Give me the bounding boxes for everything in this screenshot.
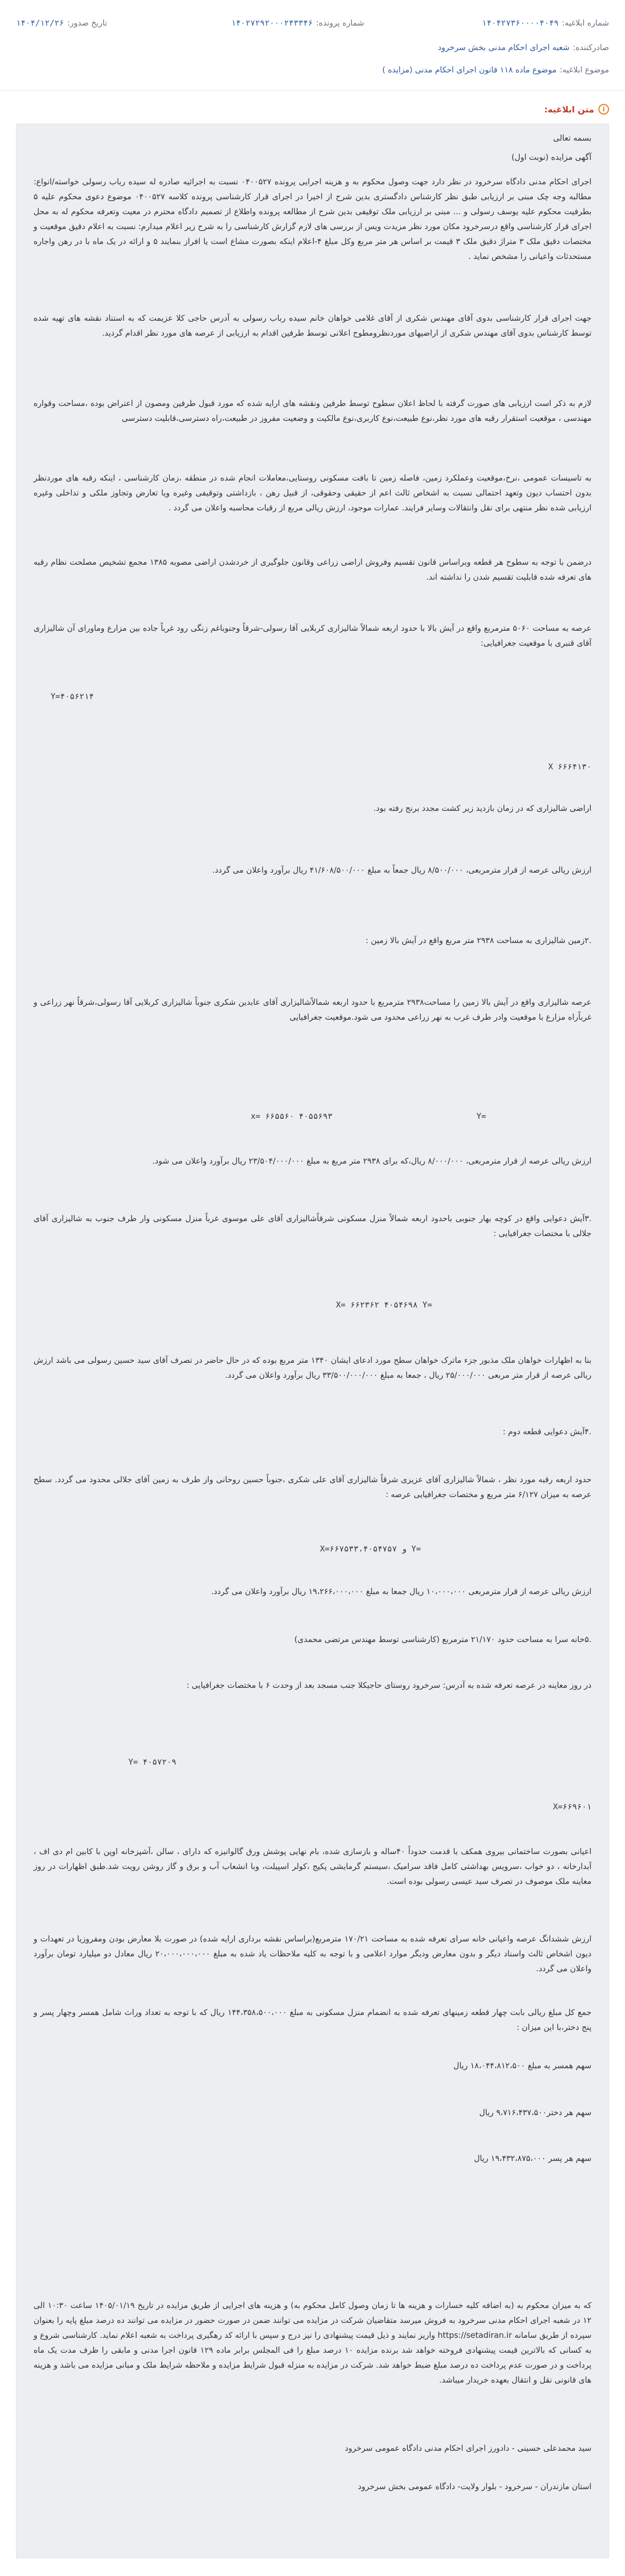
body-paragraph-9: اراضی شالیزاری که در زمان بازدید زیر کشت مجدد برنج رفته بود. [373,803,591,813]
issuer-row [438,43,609,52]
body-paragraph-8: عرصه به مساحت ۵۰۶۰ مترمربع واقع در آیش بالا با حدود اربعه شمالاً شالیزاری کربلایی آقا رسولی-شرقاً وجنوباغم زنگی رود غرباً جاده بین مزارع وماورای آن شالیزاری آقای قنبری با موقعیت جغرافیایی: [34,623,592,648]
notice-text-heading [544,101,609,117]
body-paragraph-11: .۲زمین شالیزاری به مساحت ۲۹۳۸ متر مربع واقع در آیش بالا زمین : [365,936,591,945]
body-line-2: آگهی مزایده (نوبت اول) [511,152,591,162]
share-daughter: سهم هر دختر۹،۷۱۶،۴۳۷،۵۰۰ ریال [479,2108,591,2117]
issue-date [16,18,107,28]
coord-1-x: X ۶۶۶۴۱۳۰ [548,762,591,771]
coord-4: X=۶۶۷۵۳۳،۴۰۵۴۷۵۷ و Y= [320,1544,421,1554]
body-paragraph-22: ارزش ششدانگ عرصه واعیانی خانه سرای تعرفه شده به مساحت ۱۷۰/۲۱ مترمربع(براساس نقشه برداری ارایه شده) در صورت بلا معارض بودن ومفروزیا در تعهدات و دیون اشخاص ثالث واسناد دیگر و بدون معارض ودیگر موارد اعلامی و با توجه به کلیه ملاحظات یاد شده به مبلغ ۲۰،۰۰۰،۰۰۰،۰۰۰ ریال معادل دو میلیارد تومان برآورد واعلان می گردد. [34,1934,591,1973]
body-paragraph-23: جمع کل مبلغ ریالی بابت چهار قطعه زمینهای تعرفه شده به انضمام منزل مسکونی به مبلغ ۱۴۴،۳۵۸،۵۰۰،۰۰۰ ریال که با توجه به تعداد وراث شامل همسر وچهار پسر و پنج دختر،با این میزان : [34,2008,591,2032]
signatory: سید محمدعلی حسینی - دادورز اجرای احکام مدنی دادگاه عمومی سرخرود [344,2443,591,2453]
coord-2-y: Y= [476,1111,486,1121]
notice-header [0,0,625,91]
issue-date-value: ۱۴۰۴/۱۲/۲۶ [16,18,64,28]
subject-row [382,65,609,75]
body-paragraph-6: به تاسیسات عمومی ،نرخ،موقعیت وعملکرد زمین، فاصله زمین تا بافت مسکونی روستایی،معاملات انجام شده در منطقه ،زمان کارشناسی ، اینکه رقبه های موردنظر بدون احتساب دیون وتعهد احتمالی نسبت به اشخاص ثالث اعم از حقیقی وحقوقی، از قبیل رهن ، بازداشتی وتوقیفی وغیره ویا تعارض وتجاوز ملکی و تداخلی وغیره ارزیابی شده نظر منتهی برای نقل وانتقالات وسایر فرایند. عمارات موجود، ارزش ریالی مربع از رقبات محاسبه واعلان می گردد . [34,473,591,513]
issuer-label: صادرکننده: [572,43,609,52]
case-number-label: شماره پرونده: [316,18,364,28]
body-paragraph-7: درضمن با توجه به سطوح هر قطعه وبراساس قانون تقسیم وفروش اراضی زراعی وقانون جلوگیری از خردشدن اراضی مصوبه ۱۳۸۵ مجمع تشخیص مصلحت نظام رقبه های تعرفه شده قابلیت تقسیم شدن را نداشته اند. [34,557,591,582]
body-paragraph-16: .۴آیش دعوایی قطعه دوم : [503,1427,591,1436]
body-paragraph-27: که به میزان محکوم به (به اضافه کلیه خسارات و هزینه ها تا زمان وصول کامل محکوم به) و هزینه های اجرایی از طریق مزایده در تاریخ ۱۴۰۵/۰۱/۱۹ ساعت ۱۰:۳۰ الی ۱۲ در شعبه اجرای احکام مدنی سرخرود به فروش میرسد متقاضیان شرکت در مزایده می توانند ضمن در صورت حضور در مزایده می توانند ده درصد مبلغ پایه را بعنوان سپرده از طریق سامانه https://setadiran.ir واریز نمایند و ذیل قیمت پیشنهادی را نیز درج و سپس با ارائه کد رهگیری پرداخت به شعبه اعلام نماید. کارشناسی شروع و به کسانی که بالاترین قیمت پیشنهادی فروخته خواهد شد برنده مزایده ۱۰ درصد مبلغ را فی المجلس برابر ماده ۱۲۹ قانون اجرا مدنی و مابقی را ظرف مدت یک ماه پرداخت و در صورت عدم پرداخت ده درصد مبلغ ضبط خواهد شد. شرکت در مزایده به منزله قبول شرایط مزایده و ملاحظه شرایط ملک و مبانی مزایده می باشد و هزینه های قانونی نقل و انتقال بعهده خریدار میباشد. [34,2301,592,2385]
body-paragraph-3: اجرای احکام مدنی دادگاه سرخرود در نظر دارد جهت وصول محکوم به و هزینه اجرایی پرونده ۰۴۰۰۵۲۷ نسبت به اجرائیه صادره له سیده رباب رسولی خواسته/انواع: مطالبه وجه چک مبنی بر ارزیابی طبق نظر کارشناس دادگستری بدین شرح از اخیرا در اجرای قرار کارشناسی پرونده کلاسه ۰۴۰۰۵۲۷ موضوع دعوی محکوم علیه ۵ بطرفیت محکوم علیه یوسف رسولی و ... مبنی بر ارزیابی ملک توقیفی بدین شرح از مطالعه پرونده واطلاع از تصمیم دادگاه محترم در معیت وتعرفه محکوم له به محل اجرای قرار کارشناسی واقع درسرخرود مکان مورد نظر مزیدت ویس از بررسی های لازم گزارش کارشناسی را به شرح زیر اعلام میدارم: نسبت به اعلام دقیق موقعیت و مختصات دقیق ملک ۳ متراژ دقیق ملک ۳ قیمت بر اساس هر متر مربع وکل مبلغ ۴-اعلام اینکه بصورت مشاع است یا افراز بنمایند ۵ و ارائه در یک ماه با در رهن واجاره مستحدثات واعیانی را مشخص نماید . [34,177,592,261]
body-paragraph-20: در روز معاینه در عرصه تعرفه شده به آدرس: سرخرود روستای حاجیکلا جنب مسجد بعد از وحدت ۶ با مختصات جغرافیایی : [186,1680,591,1690]
coord-5-y: Y= ۴۰۵۷۲۰۹ [128,1757,177,1767]
notice-number-value: ۱۴۰۴۲۷۳۶۰۰۰۰۴۰۴۹ [482,18,559,28]
body-paragraph-12: عرصه شالیزاری واقع در آیش بالا زمین را مساحت۲۹۳۸ مترمربع با حدود اربعه شمالاًشالیزاری آقای عابدین شکری جنوباً شالیزاری کربلایی آقا رسولی،شرقاً نهر زراعی و غرباًراه مزارع با موقعیت وادر طرف غرب به نهر زراعی محدود می شود.موقعیت جغرافیایی [34,997,591,1022]
body-paragraph-5: لازم به ذکر است ارزیابی های صورت گرفته با لحاظ اعلان سطوح توسط طرفین ونقشه های ارایه شده که مورد قبول طرفین ومصون از اعتراض بوده ،مساحت وقواره مهندسی ، موقعیت استقرار رقبه های مورد نظر،نوع طبیعت،نوع کاربری،نوع مالکیت و وضعیت مفروز در طبیعت،راه دسترسی،قابلیت دسترسی [34,399,591,423]
body-paragraph-14: .۳آیش دعوایی واقع در کوچه بهار جنوبی باحدود اربعه شمالاً منزل مسکونی شرقاًشالیزاری آقای علی موسوی غرباً منزل مسکونی وار طرف جنوب به شالیزاری آقای جلالی با مختصات جغرافیایی : [34,1214,591,1238]
coord-1-y: Y=۴۰۵۶۲۱۴ [51,692,94,701]
case-number-value: ۱۴۰۲۷۲۹۲۰۰۰۲۴۳۳۴۶ [231,18,313,28]
issue-date-label: تاریخ صدور: [67,18,108,28]
subject-label: موضوع ابلاغیه: [560,65,609,75]
share-son: سهم هر پسر ۱۹،۴۳۲،۸۷۵،۰۰۰ ریال [474,2154,591,2163]
info-icon: i [598,104,609,115]
notice-number [482,18,609,28]
notice-number-label: شماره ابلاغیه: [562,18,609,28]
body-paragraph-21: اعیانی بصورت ساختمانی بیروی همکف با قدمت حدوداً ۴۰ساله و بازسازی شده، بام نهایی پوشش ورق گالوانیزه که دارای ، سالن ،آشپزخانه اوپن با کابین ام دی اف ، آبدارخانه ، دو خواب ،سرویس بهداشتی کامل فاقد سرامیک ،سیستم گرمایشی پکیج ،کولر اسپیلت، وبا انشعاب آب و برق و گاز روشن رویت شد.طبق اظهارات در روز معاینه ملک موصوف در تصرف سید عیسی رسولی بوده است. [34,1847,592,1886]
body-paragraph-13: ارزش ریالی عرصه از قرار مترمربعی، ۸/۰۰۰/۰۰۰ ریال،که برای ۲۹۳۸ متر مربع به مبلغ ۲۳/۵۰۴/۰۰۰/۰۰۰ ریال برآورد واعلان می شود. [152,1156,591,1166]
body-paragraph-17: حدود اربعه رقبه مورد نظر ، شمالاً شالیزاری آقای عزیزی شرقاً شالیزاری آقای علی شکری ،جنوباً حسین روحانی واز طرف به زمین آقای جلالی محدود می گردد. سطح عرصه به میزان ۶/۱۲۷ متر مربع و مختصات جغرافیایی عرصه : [34,1475,591,1499]
meta-row [16,15,609,31]
notice-body [16,124,609,2558]
body-paragraph-19: .۵خانه سرا به مساحت حدود ۲۱/۱۷۰ مترمربع (کارشناسی توسط مهندس مرتضی محمدی) [294,1635,591,1644]
subject-value: موضوع ماده ۱۱۸ قانون اجرای احکام مدنی (مزایده ) [382,65,557,75]
body-paragraph-15: بنا به اظهارات خواهان ملک مذبور جزء ماترک خواهان سطح مورد ادعای ایشان ۱۳۴۰ متر مربع بوده که در حال حاضر در تصرف آقای سید حسین رسولی می باشد ارزش ریالی عرصه از قرار متر مربعی ۲۵/۰۰۰/۰۰۰ ریال ، جمعا به مبلغ ۳۳/۵۰۰/۰۰۰/۰۰۰ ریال برآورد واعلان می گردد. [34,1355,591,1380]
body-line-1: بسمه تعالی [553,133,591,143]
coord-5-x: X=۶۶۹۶۰۱ [553,1802,591,1811]
body-paragraph-10: ارزش ریالی عرصه از قرار مترمربعی، ۸/۵۰۰/۰۰۰ ریال جمعاً به مبلغ ۴۱/۶۰۸/۵۰۰/۰۰۰ ریال برآورد واعلان می گردد. [212,865,591,875]
case-number [231,18,364,28]
coord-2-x: x= ۶۶۵۵۶۰ ۴۰۵۵۶۹۳ [251,1111,333,1121]
issuer-value: شعبه اجرای احکام مدنی بخش سرخرود [438,43,570,52]
notice-text-title: متن ابلاغیه: [544,104,594,115]
body-paragraph-4: جهت اجرای قرار کارشناسی بدوی آقای مهندس شکری از آقای غلامی خواهان خانم سیده رباب رسولی به آدرس حاجی کلا عزیمت که به استناد نقشه های تهیه شده توسط کارشناس بدوی آقای مهندس شکری از اراضیهای موردنظرومطوح اعلانی توسط طرفین اقدام به ارزیابی از عرصه های مورد نظر اقدام گردید. [34,313,591,338]
share-spouse: سهم همسر به مبلغ ۱۸،۰۴۴،۸۱۲،۵۰۰ ریال [453,2061,591,2070]
coord-3: X= ۶۶۲۳۶۲ ۴۰۵۴۶۹۸ Y= [336,1300,432,1310]
body-paragraph-18: ارزش ریالی عرصه از قرار مترمربعی ۱۰،۰۰۰،۰۰۰ ریال جمعا به مبلغ ۱۹،۲۶۶،۰۰۰،۰۰۰ ریال برآورد واعلان می گردد. [211,1587,591,1596]
court-address: استان مازندران - سرخرود - بلوار ولایت- دادگاه عمومی بخش سرخرود [358,2482,591,2491]
